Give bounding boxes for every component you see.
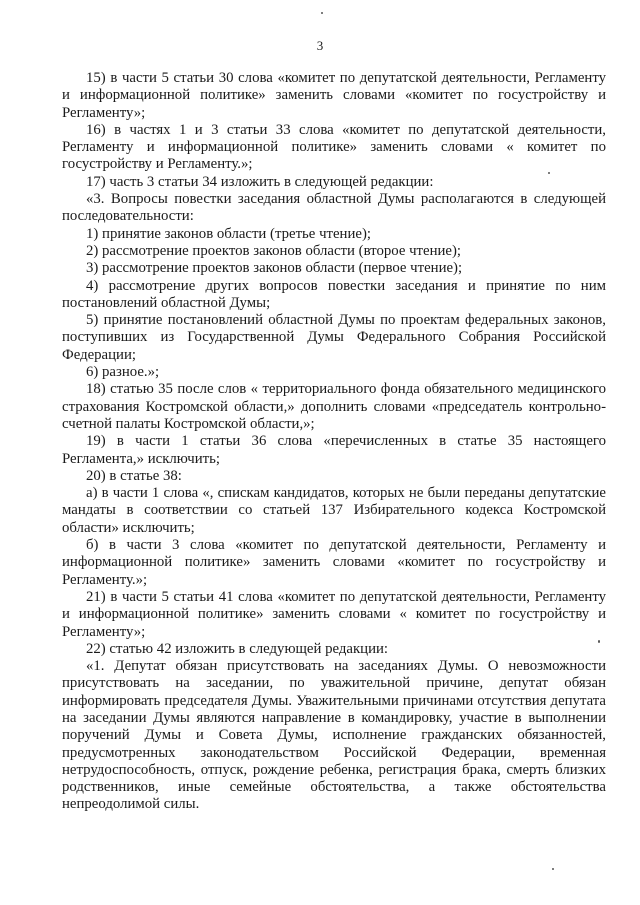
paragraph: «1. Депутат обязан присутствовать на заседаниях Думы. О невозможности присутствовать на заседании, по уважительной причине, депутат обязан информировать председателя Думы. Уважительными причинами отсутствия депутата на заседании Думы являются направление в командировку, участие в выполнении поручений Думы и Совета Думы, исполнение гражданских обязанностей, предусмотренных законодательством Российской Федерации, временная нетрудоспособность, отпуск, рождение ребенка, регистрация брака, смерть близких родственников, иные семейные обстоятельства, а также обстоятельства непреодолимой силы. <box>62 658 606 813</box>
page-number: 3 <box>316 38 324 53</box>
scan-speck <box>598 640 600 643</box>
paragraph: «3. Вопросы повестки заседания областной Думы располагаются в следующей последовательности: <box>62 191 606 225</box>
paragraph: 18) статью 35 после слов « территориального фонда обязательного медицинского страхования Костромской области,» дополнить словами «председатель контрольно-счетной палаты Костромской области,»; <box>62 381 606 432</box>
paragraph: 19) в части 1 статьи 36 слова «перечисленных в статье 35 настоящего Регламента,» исключить; <box>62 433 606 467</box>
list-item: 2) рассмотрение проектов законов области (второе чтение); <box>86 242 462 259</box>
paragraph: 16) в частях 1 и 3 статьи 33 слова «комитет по депутатской деятельности, Регламенту и информационной политике» заменить словами « комитет по госустройству и Регламенту.»; <box>62 121 606 173</box>
paragraph: 20) в статье 38: <box>86 467 182 484</box>
paragraph: 17) часть 3 статьи 34 изложить в следующей редакции: <box>86 173 434 190</box>
paragraph: 15) в части 5 статьи 30 слова «комитет по депутатской деятельности, Регламенту и информационной политике» заменить словами «комитет по госустройству и Регламенту»; <box>62 70 606 121</box>
scan-speck <box>552 868 554 870</box>
list-item: а) в части 1 слова «, спискам кандидатов, которых не были переданы депутатские мандаты в соответствии со статьей 137 Избирательного кодекса Костромской области» исключить; <box>62 485 606 536</box>
paragraph: 22) статью 42 изложить в следующей редакции: <box>86 640 389 657</box>
scan-speck <box>321 12 323 14</box>
list-item: 3) рассмотрение проектов законов области (первое чтение); <box>86 260 463 277</box>
list-item: 4) рассмотрение других вопросов повестки заседания и принятие по ним постановлений областной Думы; <box>62 277 606 311</box>
scan-speck <box>548 172 550 174</box>
paragraph: 21) в части 5 статьи 41 слова «комитет по депутатской деятельности, Регламенту и информационной политике» заменить словами « комитет по госустройству и Регламенту»; <box>62 588 606 640</box>
list-item: 6) разное.»; <box>86 364 160 381</box>
list-item: 1) принятие законов области (третье чтение); <box>86 225 371 242</box>
list-item: б) в части 3 слова «комитет по депутатской деятельности, Регламенту и информационной политике» заменить словами «комитет по госустройству и Регламенту.»; <box>62 537 606 588</box>
document-body <box>62 70 606 814</box>
list-item: 5) принятие постановлений областной Думы по проектам федеральных законов, поступивших из Государственной Думы Федерального Собрания Российской Федерации; <box>62 312 606 363</box>
